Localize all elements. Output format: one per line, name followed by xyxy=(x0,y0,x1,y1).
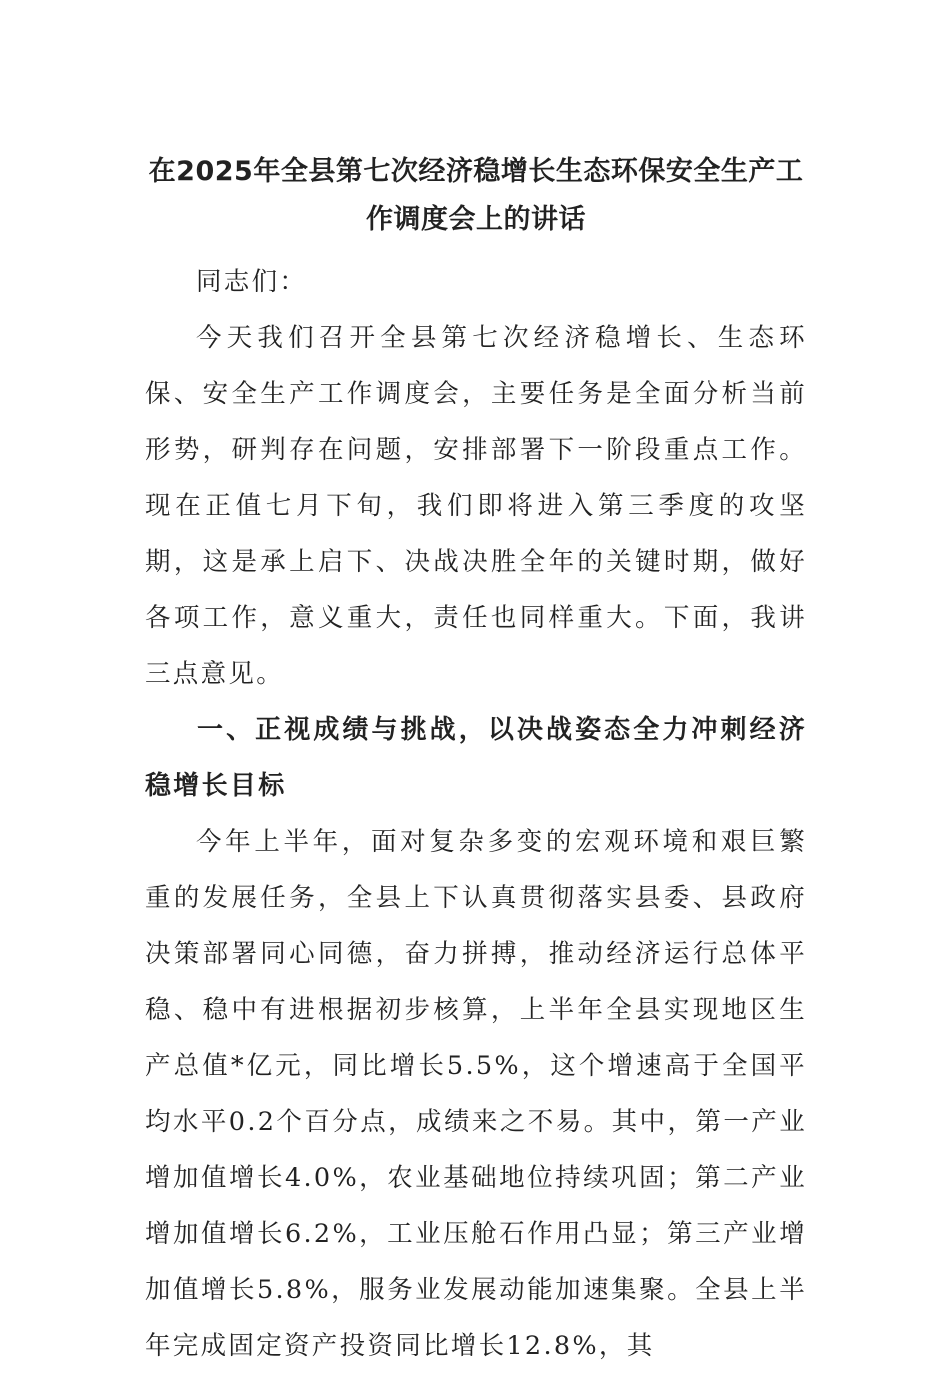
document-title: 在2025年全县第七次经济稳增长生态环保安全生产工作调度会上的讲话 xyxy=(148,156,804,235)
section-heading-1: 一、正视成绩与挑战，以决战姿态全力冲刺经济稳增长目标 xyxy=(145,715,807,801)
salutation: 同志们： xyxy=(196,267,308,297)
document-body xyxy=(145,148,807,1374)
intro-paragraph: 今天我们召开全县第七次经济稳增长、生态环保、安全生产工作调度会，主要任务是全面分析当前形势，研判存在问题，安排部署下一阶段重点工作。现在正值七月下旬，我们即将进入第三季度的攻坚期，这是承上启下、决战决胜全年的关键时期，做好各项工作，意义重大，责任也同样重大。下面，我讲三点意见。 xyxy=(145,323,807,689)
section-1-paragraph: 今年上半年，面对复杂多变的宏观环境和艰巨繁重的发展任务，全县上下认真贯彻落实县委、县政府决策部署同心同德，奋力拼搏，推动经济运行总体平稳、稳中有进根据初步核算，上半年全县实现地区生产总值*亿元，同比增长5.5%，这个增速高于全国平均水平0.2个百分点，成绩来之不易。其中，第一产业增加值增长4.0%，农业基础地位持续巩固；第二产业增加值增长6.2%，工业压舱石作用凸显；第三产业增加值增长5.8%，服务业发展动能加速集聚。全县上半年完成固定资产投资同比增长12.8%，其 xyxy=(145,827,807,1361)
